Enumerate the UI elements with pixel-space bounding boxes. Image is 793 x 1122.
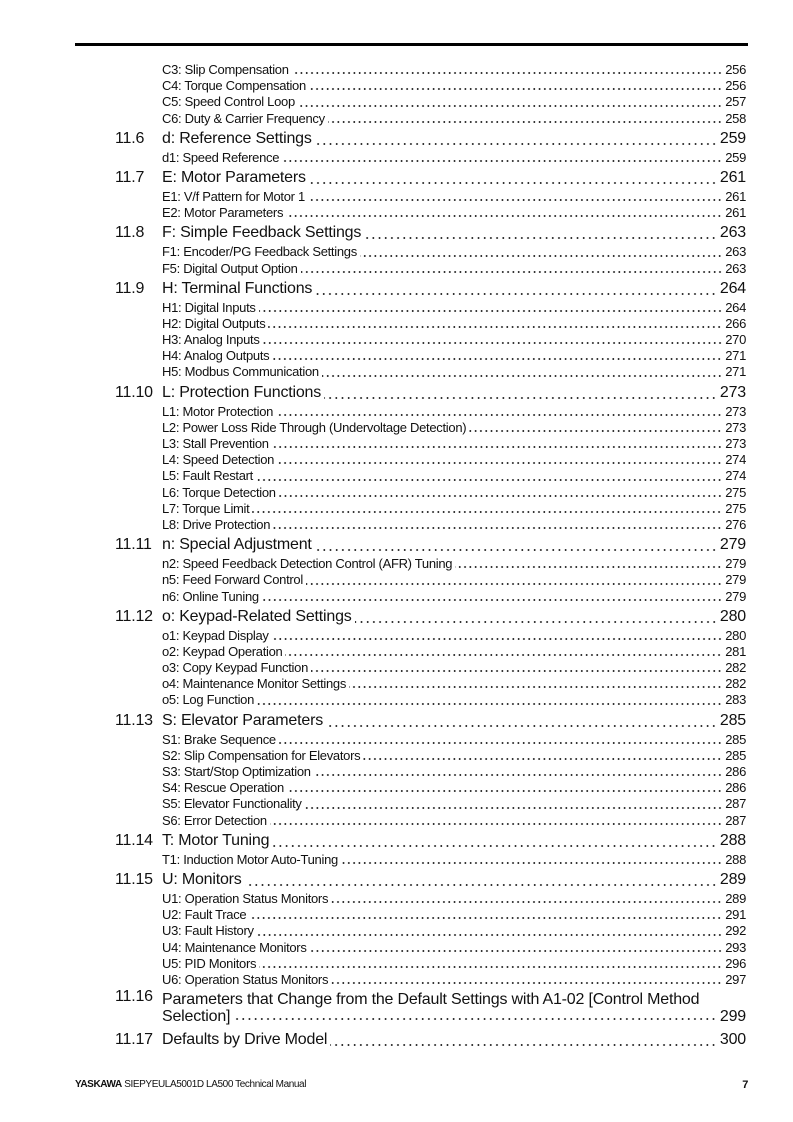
- page-number[interactable]: 275: [725, 500, 746, 516]
- page-number[interactable]: 264: [719, 279, 746, 297]
- section-title[interactable]: S: Elevator Parameters: [162, 711, 323, 729]
- subsection-title[interactable]: U3: Fault History: [162, 923, 254, 939]
- toc-section-entry[interactable]: [115, 127, 746, 150]
- dot-leader: [315, 549, 717, 551]
- page-number[interactable]: 271: [725, 364, 746, 380]
- subsection-title[interactable]: S3: Start/Stop Optimization: [162, 764, 311, 779]
- section-title-cont[interactable]: Selection]: [162, 1008, 231, 1026]
- toc-subsection-entry[interactable]: [162, 572, 746, 588]
- page-number[interactable]: 279: [725, 572, 746, 588]
- page-number[interactable]: 282: [725, 660, 746, 676]
- page-number[interactable]: 256: [725, 62, 746, 77]
- toc-section-entry[interactable]: [115, 605, 746, 628]
- dot-leader: [262, 599, 722, 601]
- page-number[interactable]: 256: [725, 78, 746, 94]
- page-number[interactable]: 280: [719, 607, 746, 625]
- section-number: 11.17: [115, 1031, 153, 1049]
- section-title[interactable]: Defaults by Drive Model: [162, 1031, 328, 1049]
- page-number[interactable]: 274: [725, 468, 746, 484]
- section-title-line2: [162, 1008, 746, 1025]
- subsection-title[interactable]: n6: Online Tuning: [162, 588, 259, 604]
- page-number[interactable]: 279: [719, 536, 746, 554]
- toc-subsection-entry[interactable]: [162, 748, 746, 764]
- subsection-title[interactable]: o5: Log Function: [162, 692, 255, 708]
- subsection-title[interactable]: C4: Torque Compensation: [162, 78, 306, 94]
- subsection-title[interactable]: H4: Analog Outputs: [162, 348, 270, 364]
- page-number[interactable]: 280: [725, 627, 746, 643]
- toc-subsection-entry[interactable]: [162, 956, 746, 972]
- section-title[interactable]: L: Protection Functions: [162, 383, 322, 401]
- toc-subsection-entry[interactable]: [162, 891, 746, 907]
- dot-leader: [268, 326, 722, 328]
- section-title[interactable]: Parameters that Change from the Default Settings with A1-02 [Control Method: [162, 991, 700, 1009]
- page-number[interactable]: 281: [725, 643, 746, 659]
- toc-subsection-entry[interactable]: [162, 940, 746, 956]
- page-number[interactable]: 291: [725, 907, 746, 923]
- toc-subsection-entry[interactable]: [162, 316, 746, 332]
- page-number: 7: [742, 1079, 748, 1091]
- page-number[interactable]: 296: [725, 955, 746, 971]
- table-of-contents: [0, 62, 793, 1051]
- dot-leader: [309, 88, 722, 90]
- dot-leader: [259, 966, 722, 968]
- page-number[interactable]: 283: [725, 692, 746, 708]
- section-title[interactable]: d: Reference Settings: [162, 129, 312, 147]
- page-number[interactable]: 285: [725, 731, 746, 747]
- dot-leader: [263, 342, 723, 344]
- page-number[interactable]: 292: [725, 923, 746, 939]
- page-number[interactable]: 273: [725, 403, 746, 419]
- subsection-title[interactable]: S2: Slip Compensation for Elevators: [162, 747, 361, 763]
- dot-leader: [286, 215, 722, 217]
- subsection-title[interactable]: L6: Torque Detection: [162, 484, 276, 500]
- dot-leader: [252, 511, 722, 513]
- dot-leader: [279, 742, 722, 744]
- dot-leader: [308, 199, 722, 201]
- toc-subsection-entry[interactable]: [162, 404, 746, 420]
- dot-leader: [314, 774, 723, 776]
- section-number: 11.16: [115, 988, 153, 1006]
- toc-subsection-entry[interactable]: [162, 796, 746, 812]
- dot-leader: [309, 182, 717, 184]
- subsection-title[interactable]: E1: V/f Pattern for Motor 1: [162, 188, 305, 204]
- footer-brand: YASKAWA: [75, 1079, 122, 1090]
- subsection-title[interactable]: S6: Error Detection: [162, 812, 267, 828]
- page-number[interactable]: 259: [725, 149, 746, 165]
- page-number[interactable]: 263: [719, 224, 746, 242]
- toc-subsection-entry[interactable]: [162, 485, 746, 501]
- section-title[interactable]: n: Special Adjustment: [162, 536, 312, 554]
- dot-leader: [305, 807, 723, 809]
- section-title[interactable]: o: Keypad-Related Settings: [162, 607, 352, 625]
- subsection-title[interactable]: L2: Power Loss Ride Through (Undervoltage Detection): [162, 419, 467, 435]
- subsection-title[interactable]: L4: Speed Detection: [162, 452, 275, 468]
- subsection-title[interactable]: L5: Fault Restart: [162, 468, 253, 484]
- dot-leader: [331, 982, 722, 984]
- toc-subsection-entry[interactable]: [162, 436, 746, 452]
- page-number[interactable]: 261: [725, 205, 746, 221]
- toc-subsection-entry[interactable]: [162, 589, 746, 605]
- subsection-title[interactable]: C3: Slip Compensation: [162, 62, 289, 77]
- section-title[interactable]: H: Terminal Functions: [162, 279, 313, 297]
- toc-subsection-entry[interactable]: [162, 348, 746, 364]
- page-number[interactable]: 287: [725, 796, 746, 812]
- subsection-title[interactable]: o3: Copy Keypad Function: [162, 660, 309, 676]
- toc-subsection-entry[interactable]: [162, 111, 746, 127]
- page-number[interactable]: 279: [725, 556, 746, 572]
- page-number[interactable]: 270: [725, 332, 746, 348]
- dot-leader: [272, 446, 722, 448]
- toc-subsection-entry[interactable]: [162, 94, 746, 110]
- section-title[interactable]: U: Monitors: [162, 870, 242, 888]
- dot-leader: [282, 160, 722, 162]
- subsection-title[interactable]: U5: PID Monitors: [162, 955, 257, 971]
- page-number[interactable]: 266: [725, 315, 746, 331]
- toc-subsection-entry[interactable]: [162, 813, 746, 829]
- toc-subsection-entry[interactable]: [162, 501, 746, 517]
- dot-leader: [363, 758, 722, 760]
- toc-section-entry[interactable]: [115, 166, 746, 189]
- page-number[interactable]: 285: [725, 747, 746, 763]
- page-number[interactable]: 300: [719, 1031, 746, 1049]
- section-number: 11.12: [115, 607, 153, 625]
- page-number[interactable]: 273: [725, 436, 746, 451]
- toc-subsection-entry[interactable]: [162, 468, 746, 484]
- dot-leader: [287, 790, 722, 792]
- subsection-title[interactable]: L7: Torque Limit: [162, 500, 250, 516]
- dot-leader: [360, 255, 722, 257]
- dot-leader: [341, 862, 722, 864]
- subsection-title[interactable]: o1: Keypad Display: [162, 627, 269, 643]
- subsection-title[interactable]: n2: Speed Feedback Detection Control (AFR) Tuning: [162, 556, 453, 572]
- toc-subsection-entry[interactable]: [162, 452, 746, 468]
- dot-leader: [326, 725, 717, 727]
- toc-subsection-entry[interactable]: [162, 692, 746, 708]
- dot-leader: [277, 462, 722, 464]
- page-number[interactable]: 271: [725, 348, 746, 364]
- subsection-title[interactable]: E2: Motor Parameters: [162, 205, 284, 221]
- dot-leader: [322, 375, 722, 377]
- dot-leader: [276, 414, 722, 416]
- section-number: 11.7: [115, 168, 145, 186]
- page-number[interactable]: 299: [719, 1008, 746, 1026]
- toc-section-entry[interactable]: [115, 868, 746, 891]
- subsection-title[interactable]: n5: Feed Forward Control: [162, 572, 303, 588]
- toc-subsection-entry[interactable]: [162, 907, 746, 923]
- page-number[interactable]: 297: [725, 971, 746, 987]
- page-number[interactable]: 273: [719, 383, 746, 401]
- section-title-wrap: [162, 991, 746, 1025]
- dot-leader: [469, 430, 722, 432]
- dot-leader: [315, 143, 717, 145]
- section-number: 11.10: [115, 383, 153, 401]
- dot-leader: [355, 621, 717, 623]
- subsection-title[interactable]: U1: Operation Status Monitors: [162, 890, 329, 906]
- page-number[interactable]: 276: [725, 516, 746, 532]
- page-number[interactable]: 286: [725, 764, 746, 779]
- toc-subsection-entry[interactable]: [162, 332, 746, 348]
- section-number: 11.6: [115, 129, 145, 147]
- toc-section-entry[interactable]: [115, 221, 746, 244]
- toc-subsection-entry[interactable]: [162, 923, 746, 939]
- toc-section-entry[interactable]: [115, 533, 746, 556]
- page-number[interactable]: 275: [725, 484, 746, 500]
- toc-section-entry[interactable]: [115, 1028, 746, 1051]
- section-number: 11.11: [115, 536, 152, 554]
- page-number[interactable]: 261: [719, 168, 746, 186]
- toc-subsection-entry[interactable]: [162, 189, 746, 205]
- dot-leader: [279, 495, 722, 497]
- subsection-title[interactable]: L3: Stall Prevention: [162, 436, 269, 451]
- subsection-title[interactable]: S1: Brake Sequence: [162, 731, 276, 747]
- toc-section-entry[interactable]: [115, 709, 746, 732]
- dot-leader: [310, 950, 723, 952]
- subsection-title[interactable]: H2: Digital Outputs: [162, 315, 266, 331]
- page-number[interactable]: 282: [725, 676, 746, 692]
- section-number: 11.13: [115, 711, 153, 729]
- page-number[interactable]: 263: [725, 260, 746, 276]
- dot-leader: [272, 638, 723, 640]
- toc-section-entry[interactable]: [115, 381, 746, 404]
- subsection-title[interactable]: C6: Duty & Carrier Frequency: [162, 110, 325, 126]
- page-number[interactable]: 274: [725, 452, 746, 468]
- dot-leader: [256, 479, 722, 481]
- subsection-title[interactable]: F1: Encoder/PG Feedback Settings: [162, 244, 357, 260]
- dot-leader: [249, 917, 722, 919]
- subsection-title[interactable]: S4: Rescue Operation: [162, 780, 284, 796]
- dot-leader: [349, 686, 722, 688]
- subsection-title[interactable]: F5: Digital Output Option: [162, 260, 298, 276]
- dot-leader: [273, 527, 722, 529]
- section-title[interactable]: E: Motor Parameters: [162, 168, 306, 186]
- page-number[interactable]: 264: [725, 299, 746, 315]
- toc-section-entry[interactable]: [115, 988, 746, 1028]
- dot-leader: [330, 1044, 717, 1046]
- section-title[interactable]: T: Motor Tuning: [162, 831, 270, 849]
- toc-subsection-entry[interactable]: [162, 300, 746, 316]
- page-number[interactable]: 285: [719, 711, 746, 729]
- section-number: 11.15: [115, 870, 153, 888]
- subsection-title[interactable]: H5: Modbus Communication: [162, 364, 319, 380]
- toc-subsection-entry[interactable]: [162, 660, 746, 676]
- page-number[interactable]: 289: [719, 870, 746, 888]
- subsection-title[interactable]: L1: Motor Protection: [162, 403, 274, 419]
- dot-leader: [245, 884, 717, 886]
- toc-subsection-entry[interactable]: [162, 764, 746, 780]
- toc-subsection-entry[interactable]: [162, 676, 746, 692]
- page-number[interactable]: 263: [725, 244, 746, 260]
- toc-subsection-entry[interactable]: [162, 205, 746, 221]
- dot-leader: [298, 105, 722, 107]
- section-number: 11.9: [115, 279, 145, 297]
- subsection-title[interactable]: H3: Analog Inputs: [162, 332, 260, 348]
- toc-section-entry[interactable]: [115, 829, 746, 852]
- page-number[interactable]: 259: [719, 129, 746, 147]
- subsection-title[interactable]: S5: Elevator Functionality: [162, 796, 302, 812]
- page-number[interactable]: 289: [725, 890, 746, 906]
- subsection-title[interactable]: d1: Speed Reference: [162, 149, 280, 165]
- section-number: 11.14: [115, 831, 153, 849]
- toc-subsection-entry[interactable]: [162, 62, 746, 78]
- section-title[interactable]: F: Simple Feedback Settings: [162, 224, 362, 242]
- subsection-title[interactable]: H1: Digital Inputs: [162, 299, 256, 315]
- page-footer: [75, 1079, 748, 1091]
- toc-subsection-entry[interactable]: [162, 261, 746, 277]
- page-number[interactable]: 261: [725, 188, 746, 204]
- dot-leader: [272, 358, 722, 360]
- dot-leader: [311, 670, 722, 672]
- dot-leader: [259, 310, 723, 312]
- dot-leader: [324, 397, 717, 399]
- toc-subsection-entry[interactable]: [162, 628, 746, 644]
- toc-subsection-entry[interactable]: [162, 420, 746, 436]
- dot-leader: [331, 901, 722, 903]
- subsection-title[interactable]: U4: Maintenance Monitors: [162, 939, 307, 955]
- subsection-title[interactable]: U2: Fault Trace: [162, 907, 247, 923]
- page-number[interactable]: 273: [725, 419, 746, 435]
- toc-subsection-entry[interactable]: [162, 972, 746, 988]
- subsection-title[interactable]: U6: Operation Status Monitors: [162, 971, 329, 987]
- footer-doc-title: [75, 1079, 306, 1091]
- dot-leader: [272, 845, 717, 847]
- subsection-title[interactable]: C5: Speed Control Loop: [162, 94, 295, 110]
- footer-doc: SIEPYEULA5001D LA500 Technical Manual: [124, 1079, 307, 1090]
- toc-subsection-entry[interactable]: [162, 517, 746, 533]
- toc-subsection-entry[interactable]: [162, 732, 746, 748]
- dot-leader: [315, 293, 717, 295]
- dot-leader: [233, 1018, 717, 1020]
- dot-leader: [270, 823, 722, 825]
- toc-subsection-entry[interactable]: [162, 644, 746, 660]
- page-number[interactable]: 287: [725, 812, 746, 828]
- subsection-title[interactable]: o2: Keypad Operation: [162, 643, 283, 659]
- header-rule: [75, 43, 748, 46]
- page-number[interactable]: 279: [725, 588, 746, 604]
- toc-subsection-entry[interactable]: [162, 150, 746, 166]
- toc-subsection-entry[interactable]: [162, 364, 746, 380]
- page-number[interactable]: 286: [725, 780, 746, 796]
- dot-leader: [328, 121, 722, 123]
- subsection-title[interactable]: o4: Maintenance Monitor Settings: [162, 676, 347, 692]
- toc-subsection-entry[interactable]: [162, 780, 746, 796]
- dot-leader: [292, 72, 723, 74]
- dot-leader: [257, 703, 722, 705]
- page-number[interactable]: 288: [725, 851, 746, 867]
- section-number: 11.8: [115, 224, 145, 242]
- subsection-title[interactable]: L8: Drive Protection: [162, 516, 271, 532]
- dot-leader: [257, 934, 723, 936]
- page-number[interactable]: 257: [725, 94, 746, 110]
- dot-leader: [285, 654, 722, 656]
- toc-subsection-entry[interactable]: [162, 556, 746, 572]
- dot-leader: [301, 271, 723, 273]
- dot-leader: [306, 583, 722, 585]
- toc-subsection-entry[interactable]: [162, 244, 746, 260]
- dot-leader: [364, 237, 717, 239]
- subsection-title[interactable]: T1: Induction Motor Auto-Tuning: [162, 851, 338, 867]
- dot-leader: [455, 566, 722, 568]
- page-number[interactable]: 293: [725, 939, 746, 955]
- page-number[interactable]: 288: [719, 831, 746, 849]
- toc-subsection-entry[interactable]: [162, 852, 746, 868]
- toc-section-entry[interactable]: [115, 277, 746, 300]
- page-number[interactable]: 258: [725, 110, 746, 126]
- toc-subsection-entry[interactable]: [162, 78, 746, 94]
